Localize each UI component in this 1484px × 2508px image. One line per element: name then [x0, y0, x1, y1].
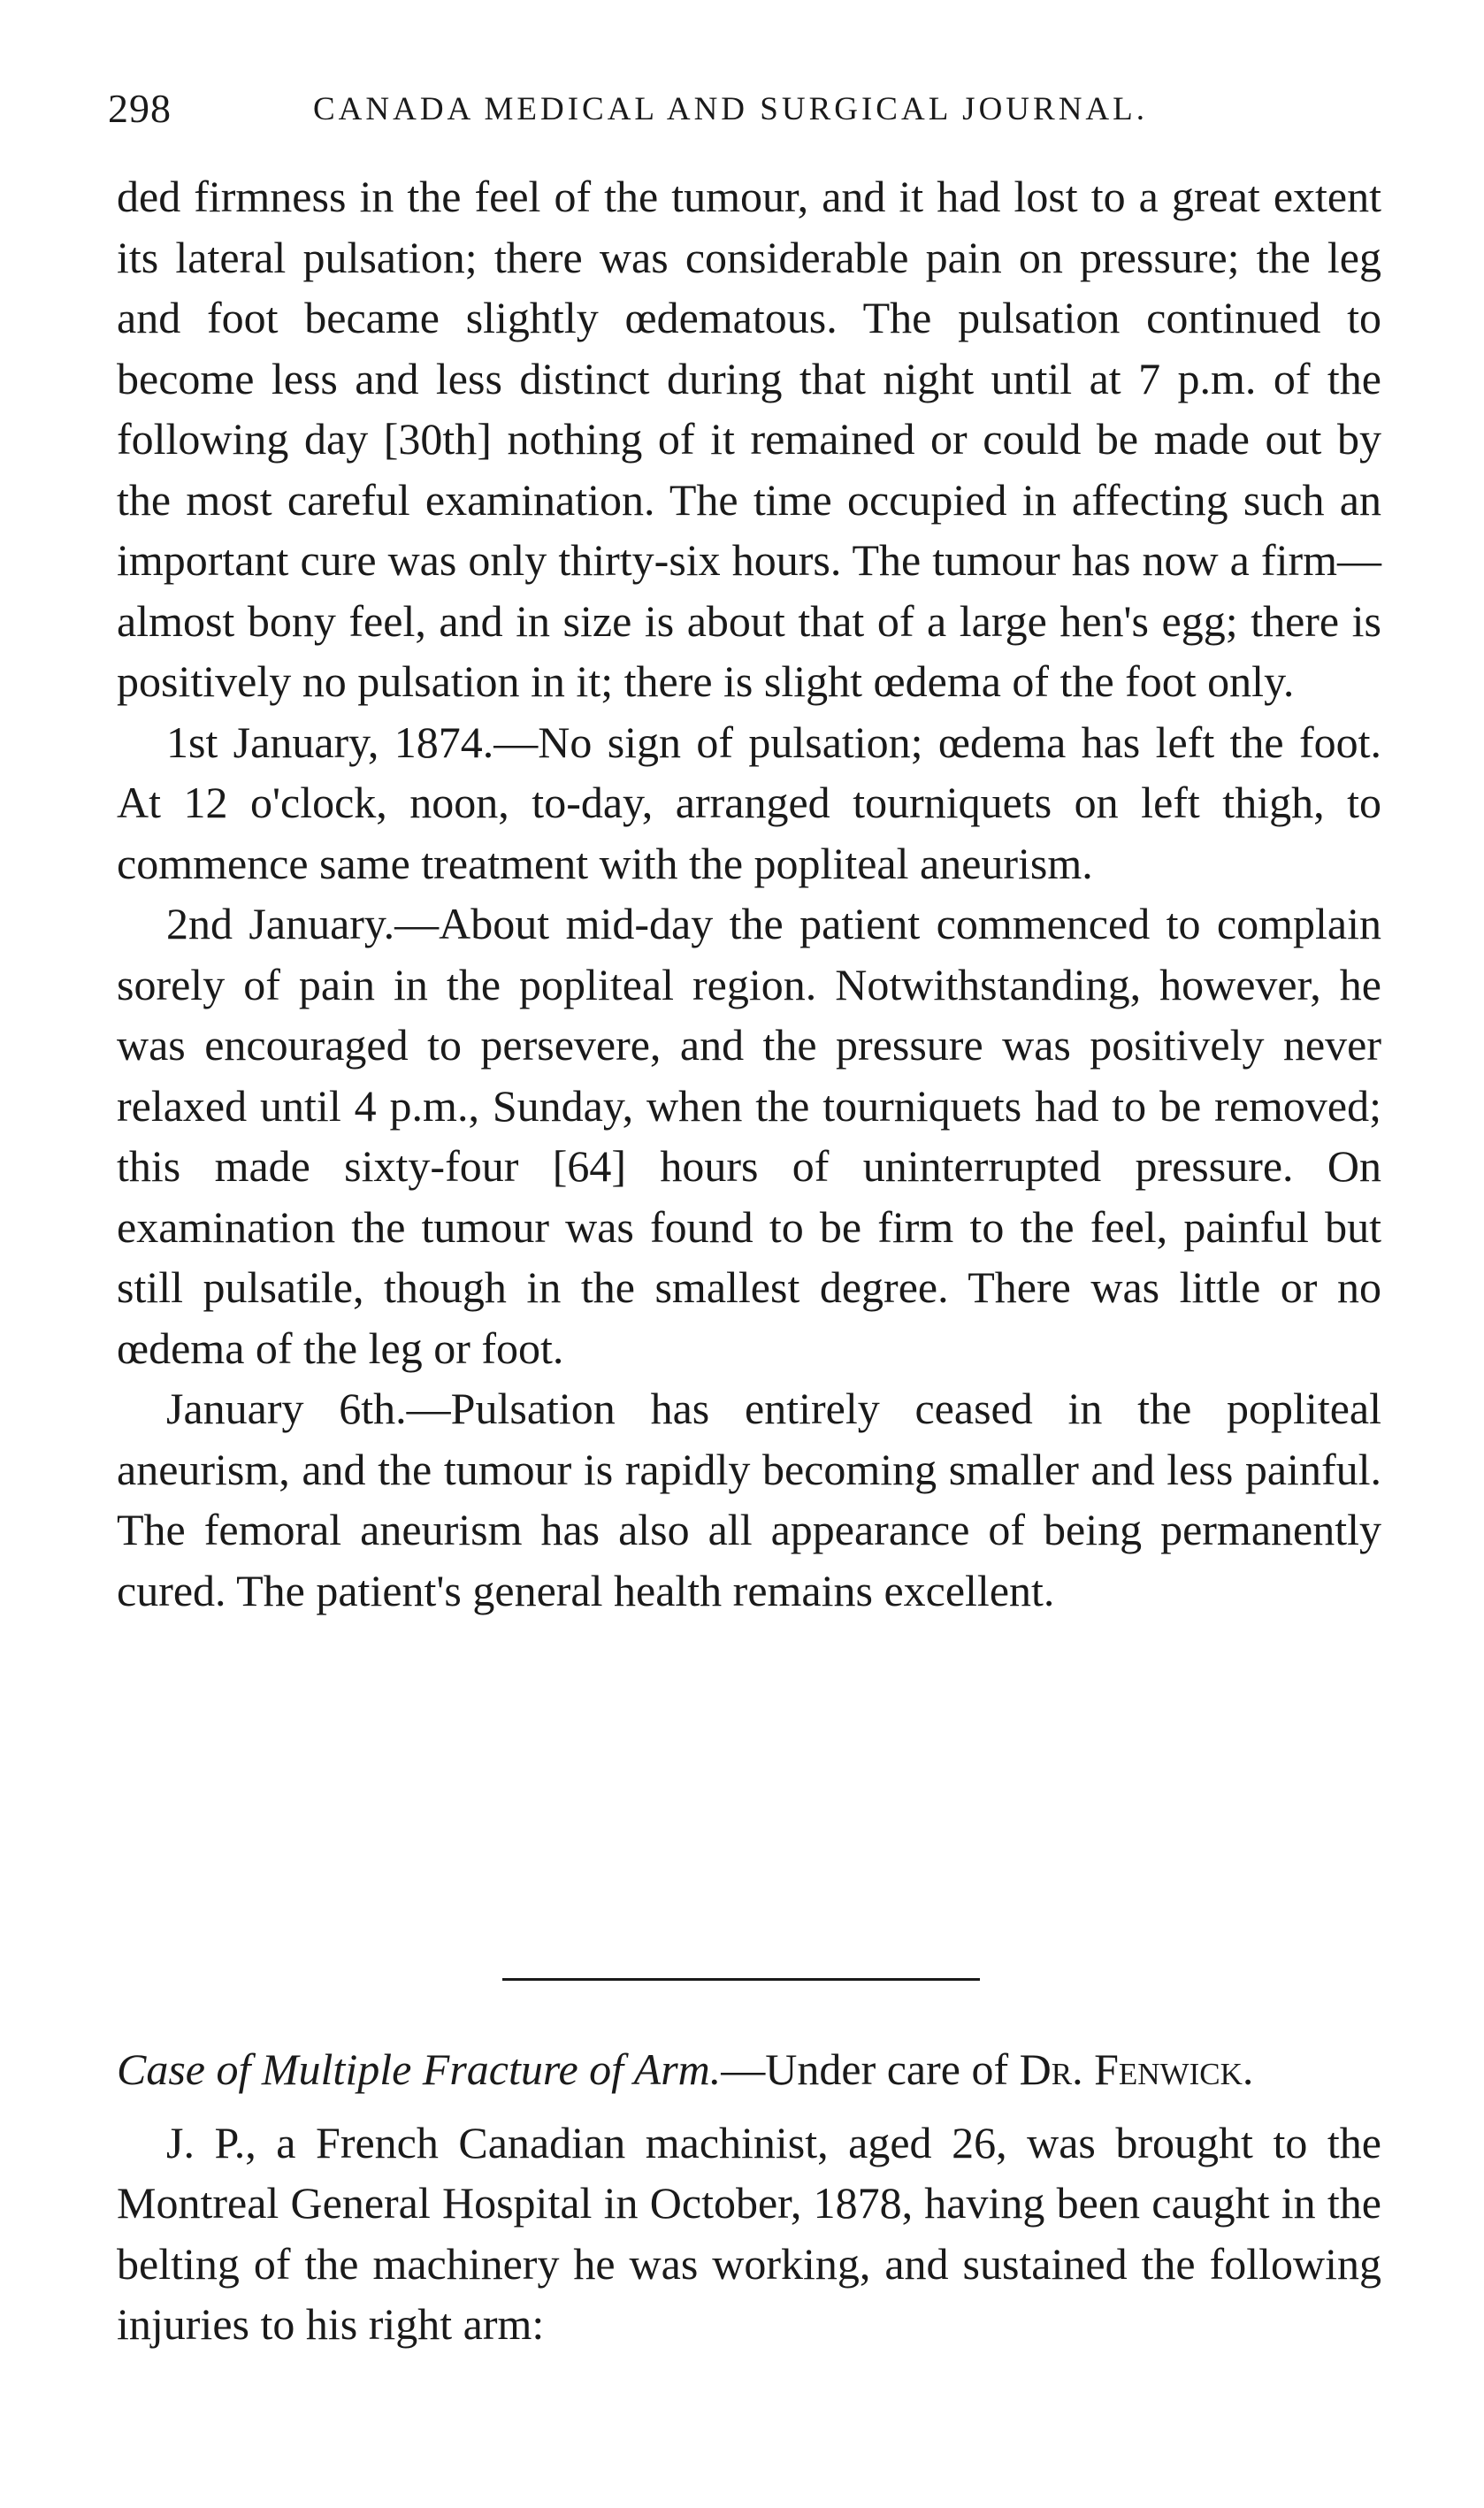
case-heading-rest: —Under care of: [721, 2044, 1020, 2094]
case-body: J. P., a French Canadian machinist, aged 26, was brought to the Montreal General Hospital in October, 1878, having been caught in the belting of the machinery he was working, and sustained the following injuries to his right arm:: [117, 2117, 1381, 2349]
article-body: [117, 166, 1381, 1621]
case-title: Case of Multiple Fracture of Arm.: [117, 2044, 722, 2094]
case-section: [117, 2039, 1381, 2355]
journal-title: CANADA MEDICAL AND SURGICAL JOURNAL.: [313, 91, 1148, 127]
running-head: [108, 85, 1381, 138]
paragraph-continued: ded firmness in the feel of the tumour, and it had lost to a great extent its lateral pulsation; there was considerable pain on pressure; the leg and foot became slightly œdematous. The pulsation continued to become less and less distinct during that night until at 7 p.m. of the following day [30th] nothing of it remained or could be made out by the most careful examination. The time occupied in affecting such an important cure was only thirty-six hours. The tumour has now a firm—almost bony feel, and in size is about that of a large hen's egg; there is positively no pulsation in it; there is slight œdema of the foot only.: [117, 172, 1381, 706]
section-divider: [502, 1978, 980, 1981]
paragraph-january-1st: 1st January, 1874.—No sign of pulsation; œdema has left the foot. At 12 o'clock, noon, to-day, arranged tourniquets on left thigh, to commence same treatment with the popliteal aneurism.: [117, 717, 1381, 888]
paragraph-january-2nd: 2nd January.—About mid-day the patient commenced to complain sorely of pain in the popliteal region. Notwithstanding, however, he was encouraged to persevere, and the pressure was positively never relaxed until 4 p.m., Sunday, when the tourniquets had to be removed; this made sixty-four [64] hours of uninterrupted pressure. On examination the tumour was found to be firm to the feel, painful but still pulsatile, though in the smallest degree. There was little or no œdema of the leg or foot.: [117, 899, 1381, 1373]
paragraph-january-6th: January 6th.—Pulsation has entirely ceased in the popliteal aneurism, and the tumour is rapidly becoming smaller and less painful. The femoral aneurism has also all appearance of being permanently cured. The patient's general health remains excellent.: [117, 1384, 1381, 1615]
case-heading: [117, 2039, 1381, 2100]
page-number: 298: [108, 86, 172, 131]
case-doctor: Dr. Fenwick.: [1019, 2044, 1254, 2094]
